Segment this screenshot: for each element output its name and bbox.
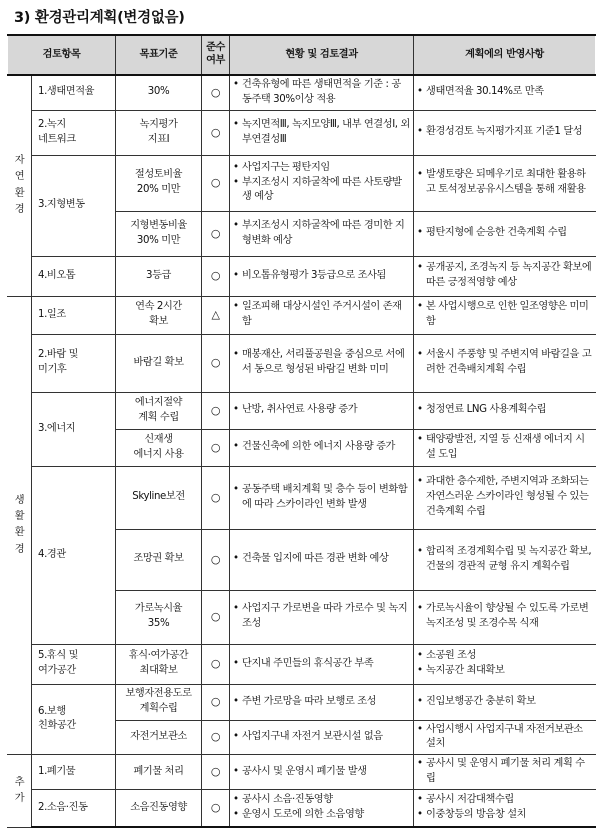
bullet-item: • 소공원 조성 (417, 649, 592, 664)
category-char: 경 (14, 204, 25, 216)
plan-reflection (414, 110, 596, 155)
review-result-list (233, 552, 410, 567)
compliance-mark: ○ (202, 720, 230, 755)
plan-reflection (414, 684, 596, 720)
category-char: 환 (14, 187, 25, 199)
plan-reflection-list (417, 695, 592, 710)
plan-reflection (414, 211, 596, 256)
bullet-item: • 부지조성시 지하굴착에 따른 사토량발생 예상 (233, 176, 410, 206)
table-row (8, 334, 596, 392)
review-result (230, 429, 414, 466)
compliance-mark: ○ (202, 590, 230, 644)
bullet-item: • 사업지구내 자전거 보관시설 없음 (233, 730, 410, 745)
bullet-item: • 사업지구 가로변을 따라 가로수 및 녹지 조성 (233, 602, 410, 632)
compliance-mark: △ (202, 296, 230, 334)
review-result (230, 75, 414, 110)
review-result-list (233, 483, 410, 513)
bullet-item: • 생태면적율 30.14%로 만족 (417, 85, 592, 100)
compliance-mark: ○ (202, 75, 230, 110)
compliance-mark: ○ (202, 466, 230, 529)
review-result-list (233, 118, 410, 148)
bullet-item: • 평탄지형에 순응한 건축계획 수립 (417, 226, 592, 241)
review-result-list (233, 78, 410, 108)
review-result (230, 529, 414, 590)
target-standard: 3등급 (116, 256, 202, 296)
target-standard: 휴식·여가공간 최대확보 (116, 644, 202, 684)
review-result (230, 755, 414, 790)
compliance-mark: ○ (202, 429, 230, 466)
bullet-item: • 공사시 저감대책수립 (417, 793, 592, 808)
review-item: 6.보행 친화공간 (32, 684, 116, 755)
review-item: 1.폐기물 (32, 755, 116, 790)
review-result (230, 644, 414, 684)
environment-plan-table (7, 34, 596, 828)
bullet-item: • 가로녹시율이 향상될 수 있도록 가로변 녹지조성 및 조경수목 식재 (417, 602, 592, 632)
category-extra (8, 755, 32, 828)
review-result-list (233, 765, 410, 780)
compliance-mark: ○ (202, 110, 230, 155)
table-row (8, 256, 596, 296)
category-char: 연 (14, 171, 25, 183)
bullet-item: • 공사시 및 운영시 폐기물 처리 계획 수립 (417, 757, 592, 787)
review-result-list (233, 793, 410, 823)
table-row (8, 392, 596, 429)
target-standard: 조망권 확보 (116, 529, 202, 590)
plan-reflection-list (417, 168, 592, 198)
review-result (230, 392, 414, 429)
review-item: 5.휴식 및 여가공간 (32, 644, 116, 684)
plan-reflection (414, 429, 596, 466)
review-result-list (233, 440, 410, 455)
review-item: 1.일조 (32, 296, 116, 334)
bullet-item: • 건물신축에 의한 에너지 사용량 증가 (233, 440, 410, 455)
plan-reflection (414, 334, 596, 392)
header-plan: 계획에의 반영사항 (414, 35, 596, 75)
review-item: 2.바람 및 미기후 (32, 334, 116, 392)
bullet-item: • 공개공지, 조경녹지 등 녹지공간 확보에 따른 긍정적영향 예상 (417, 261, 592, 291)
review-result (230, 211, 414, 256)
table-row (8, 296, 596, 334)
bullet-item: • 발생토량은 되메우기로 최대한 활용하고 토석정보공유시스템을 통해 재활용 (417, 168, 592, 198)
compliance-mark: ○ (202, 529, 230, 590)
plan-reflection (414, 644, 596, 684)
bullet-item: • 운영시 도로에 의한 소음영향 (233, 808, 410, 823)
plan-reflection-list (417, 602, 592, 632)
compliance-mark: ○ (202, 755, 230, 790)
category-char: 자 (14, 155, 25, 167)
plan-reflection-list (417, 475, 592, 519)
plan-reflection (414, 392, 596, 429)
table-row (8, 755, 596, 790)
review-result (230, 590, 414, 644)
review-item: 4.경관 (32, 466, 116, 644)
bullet-item: • 진입보행공간 충분히 확보 (417, 695, 592, 710)
review-result-list (233, 300, 410, 330)
table-row (8, 684, 596, 720)
review-result (230, 110, 414, 155)
plan-reflection-list (417, 723, 592, 753)
compliance-mark: ○ (202, 789, 230, 827)
bullet-item: • 녹지공간 최대확보 (417, 664, 592, 679)
compliance-mark: ○ (202, 155, 230, 211)
review-result (230, 684, 414, 720)
review-item: 4.비오톱 (32, 256, 116, 296)
category-life (8, 296, 32, 755)
bullet-item: • 공사시 및 운영시 폐기물 발생 (233, 765, 410, 780)
plan-reflection-list (417, 300, 592, 330)
review-result-list (233, 695, 410, 710)
plan-reflection (414, 529, 596, 590)
table-row (8, 644, 596, 684)
category-char: 추 (14, 776, 25, 788)
header-target: 목표기준 (116, 35, 202, 75)
header-row (8, 35, 596, 75)
plan-reflection (414, 466, 596, 529)
bullet-item: • 사업시행시 사업지구내 자전거보관소 설치 (417, 723, 592, 753)
plan-reflection (414, 296, 596, 334)
target-standard: 폐기물 처리 (116, 755, 202, 790)
review-result (230, 256, 414, 296)
plan-reflection-list (417, 85, 592, 100)
table-row (8, 75, 596, 110)
header-result: 현황 및 검토결과 (230, 35, 414, 75)
target-standard: 절성토비율 20% 미만 (116, 155, 202, 211)
bullet-item: • 일조피해 대상시설인 주거시설이 존재함 (233, 300, 410, 330)
review-item: 2.소음·진동 (32, 789, 116, 827)
plan-reflection (414, 720, 596, 755)
bullet-item: • 공사시 소음·진동영향 (233, 793, 410, 808)
review-item: 1.생태면적율 (32, 75, 116, 110)
table-row (8, 466, 596, 529)
target-standard: 가로녹시율 35% (116, 590, 202, 644)
target-standard: 보행자전용도로 계획수립 (116, 684, 202, 720)
bullet-item: • 사업지구는 평탄지임 (233, 161, 410, 176)
table-row (8, 155, 596, 211)
bullet-item: • 태양광발전, 지열 등 신재생 에너지 시설 도입 (417, 433, 592, 463)
review-result-list (233, 602, 410, 632)
review-result-list (233, 269, 410, 284)
compliance-mark: ○ (202, 256, 230, 296)
category-char: 활 (14, 511, 25, 523)
bullet-item: • 환경성검토 녹지평가지표 기준1 달성 (417, 125, 592, 140)
review-result-list (233, 657, 410, 672)
compliance-mark: ○ (202, 211, 230, 256)
category-char: 환 (14, 527, 25, 539)
plan-reflection (414, 155, 596, 211)
header-item: 검토항목 (8, 35, 116, 75)
bullet-item: • 주변 가로망을 따라 보행로 조성 (233, 695, 410, 710)
bullet-item: • 단지내 주민들의 휴식공간 부족 (233, 657, 410, 672)
plan-reflection (414, 789, 596, 827)
bullet-item: • 난방, 취사연료 사용량 증가 (233, 403, 410, 418)
plan-reflection (414, 590, 596, 644)
target-standard: 자전거보관소 (116, 720, 202, 755)
review-result (230, 720, 414, 755)
bullet-item: • 부지조성시 지하굴착에 따른 경미한 지형변화 예상 (233, 219, 410, 249)
bullet-item: • 비오톱유형평가 3등급으로 조사됨 (233, 269, 410, 284)
bullet-item: • 서울시 주풍향 및 주변지역 바람길을 고려한 건축배치계획 수립 (417, 348, 592, 378)
table-row (8, 110, 596, 155)
bullet-item: • 녹지면적Ⅲ, 녹지모양Ⅲ, 내부 연결성Ⅰ, 외부연결성Ⅲ (233, 118, 410, 148)
category-char: 경 (14, 543, 25, 555)
compliance-mark: ○ (202, 644, 230, 684)
plan-reflection-list (417, 793, 592, 823)
plan-reflection (414, 256, 596, 296)
plan-reflection-list (417, 757, 592, 787)
plan-reflection-list (417, 348, 592, 378)
target-standard: 30% (116, 75, 202, 110)
header-comply: 준수 여부 (202, 35, 230, 75)
target-standard: 신재생 에너지 사용 (116, 429, 202, 466)
bullet-item: • 청정연료 LNG 사용계획수립 (417, 403, 592, 418)
plan-reflection-list (417, 226, 592, 241)
review-result-list (233, 730, 410, 745)
plan-reflection-list (417, 403, 592, 418)
review-result-list (233, 161, 410, 205)
compliance-mark: ○ (202, 392, 230, 429)
plan-reflection-list (417, 125, 592, 140)
target-standard: 연속 2시간 확보 (116, 296, 202, 334)
section-title: 3) 환경관리계획(변경없음) (14, 10, 185, 26)
category-nature (8, 75, 32, 296)
category-char: 생 (14, 494, 25, 506)
review-item: 3.에너지 (32, 392, 116, 466)
table-row (8, 789, 596, 827)
review-result-list (233, 403, 410, 418)
target-standard: 바람길 확보 (116, 334, 202, 392)
review-item: 2.녹지 네트워크 (32, 110, 116, 155)
compliance-mark: ○ (202, 334, 230, 392)
review-result (230, 296, 414, 334)
plan-reflection (414, 75, 596, 110)
review-result (230, 155, 414, 211)
plan-reflection (414, 755, 596, 790)
review-item: 3.지형변동 (32, 155, 116, 256)
target-standard: 녹지평가 지표Ⅰ (116, 110, 202, 155)
compliance-mark: ○ (202, 684, 230, 720)
review-result-list (233, 219, 410, 249)
bullet-item: • 이중창등의 방음창 설치 (417, 808, 592, 823)
target-standard: 소음진동영향 (116, 789, 202, 827)
review-result-list (233, 348, 410, 378)
category-char: 가 (14, 792, 25, 804)
review-result (230, 334, 414, 392)
plan-reflection-list (417, 261, 592, 291)
review-result (230, 466, 414, 529)
bullet-item: • 과대한 층수제한, 주변지역과 조화되는 자연스러운 스카이라인 형성될 수 있는 건축계획 수립 (417, 475, 592, 519)
plan-reflection-list (417, 545, 592, 575)
plan-reflection-list (417, 433, 592, 463)
review-result (230, 789, 414, 827)
bullet-item: • 매봉재산, 서리풀공원을 중심으로 서에서 동으로 형성된 바람길 변화 미미 (233, 348, 410, 378)
target-standard: 지형변동비율 30% 미만 (116, 211, 202, 256)
bullet-item: • 건축유형에 따른 생태면적을 기준 : 공동주택 30%이상 적용 (233, 78, 410, 108)
bullet-item: • 합리적 조경계획수립 및 녹지공간 확보, 건물의 경관적 균형 유지 계획수립 (417, 545, 592, 575)
target-standard: Skyline보전 (116, 466, 202, 529)
bullet-item: • 건축물 입지에 따른 경관 변화 예상 (233, 552, 410, 567)
bullet-item: • 본 사업시행으로 인한 일조영향은 미미함 (417, 300, 592, 330)
target-standard: 에너지절약 계획 수립 (116, 392, 202, 429)
plan-reflection-list (417, 649, 592, 679)
bullet-item: • 공동주택 배치계획 및 층수 등이 변화함에 따라 스카이라인 변화 발생 (233, 483, 410, 513)
